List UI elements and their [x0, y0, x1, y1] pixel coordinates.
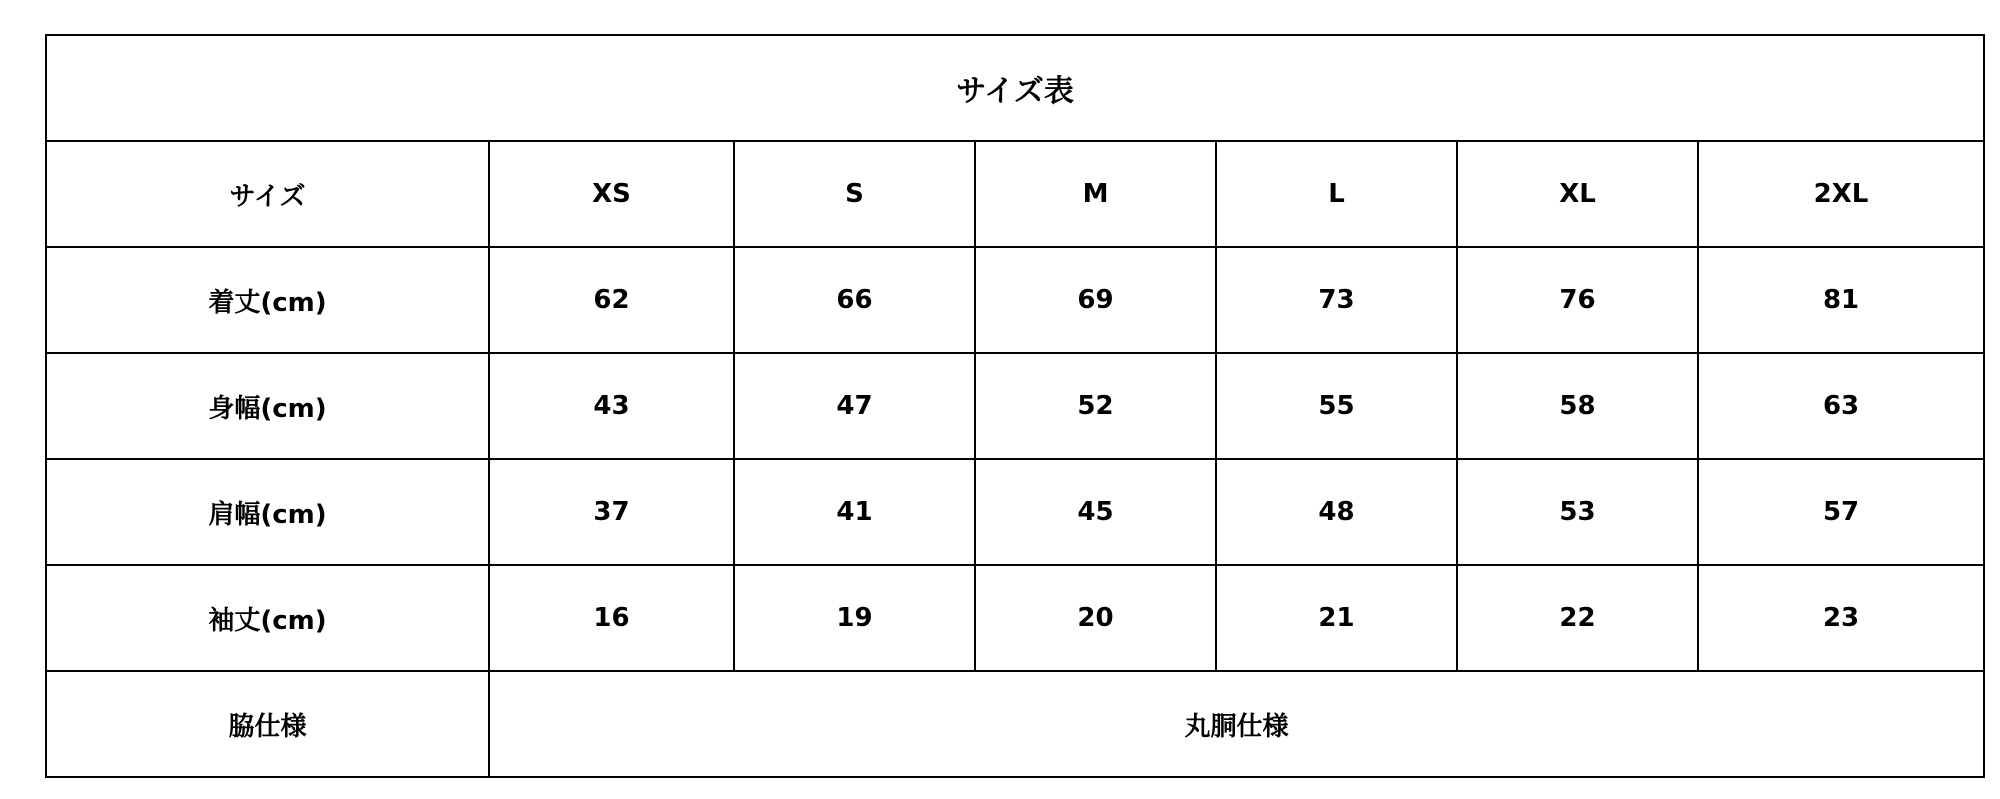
table-cell: 41 [734, 459, 975, 565]
size-header-s: S [734, 141, 975, 247]
row-label-body-width: 身幅(cm) [46, 353, 489, 459]
table-cell: 20 [975, 565, 1216, 671]
table-cell: 63 [1698, 353, 1984, 459]
table-title: サイズ表 [46, 35, 1984, 141]
table-cell: 48 [1216, 459, 1457, 565]
table-cell: 22 [1457, 565, 1698, 671]
table-cell: 58 [1457, 353, 1698, 459]
table-row [46, 459, 1984, 565]
table-cell: 62 [489, 247, 734, 353]
size-header-label: サイズ [46, 141, 489, 247]
table-cell: 16 [489, 565, 734, 671]
table-cell: 21 [1216, 565, 1457, 671]
row-label-side-spec: 脇仕様 [46, 671, 489, 777]
size-header-m: M [975, 141, 1216, 247]
size-header-xl: XL [1457, 141, 1698, 247]
size-header-xs: XS [489, 141, 734, 247]
size-header-2xl: 2XL [1698, 141, 1984, 247]
table-cell: 52 [975, 353, 1216, 459]
table-cell: 19 [734, 565, 975, 671]
table-cell: 73 [1216, 247, 1457, 353]
table-cell: 53 [1457, 459, 1698, 565]
row-label-length: 着丈(cm) [46, 247, 489, 353]
table-cell: 66 [734, 247, 975, 353]
size-header-row [46, 141, 1984, 247]
row-label-sleeve-length: 袖丈(cm) [46, 565, 489, 671]
table-cell: 45 [975, 459, 1216, 565]
title-row [46, 35, 1984, 141]
side-spec-value: 丸胴仕様 [489, 671, 1984, 777]
size-chart-table [45, 34, 1985, 778]
table-cell: 81 [1698, 247, 1984, 353]
table-cell: 47 [734, 353, 975, 459]
table-cell: 76 [1457, 247, 1698, 353]
table-cell: 55 [1216, 353, 1457, 459]
table-row [46, 565, 1984, 671]
side-spec-row [46, 671, 1984, 777]
row-label-shoulder-width: 肩幅(cm) [46, 459, 489, 565]
table-cell: 37 [489, 459, 734, 565]
size-header-l: L [1216, 141, 1457, 247]
table-cell: 43 [489, 353, 734, 459]
table-row [46, 353, 1984, 459]
table-cell: 69 [975, 247, 1216, 353]
table-cell: 57 [1698, 459, 1984, 565]
table-row [46, 247, 1984, 353]
table-cell: 23 [1698, 565, 1984, 671]
